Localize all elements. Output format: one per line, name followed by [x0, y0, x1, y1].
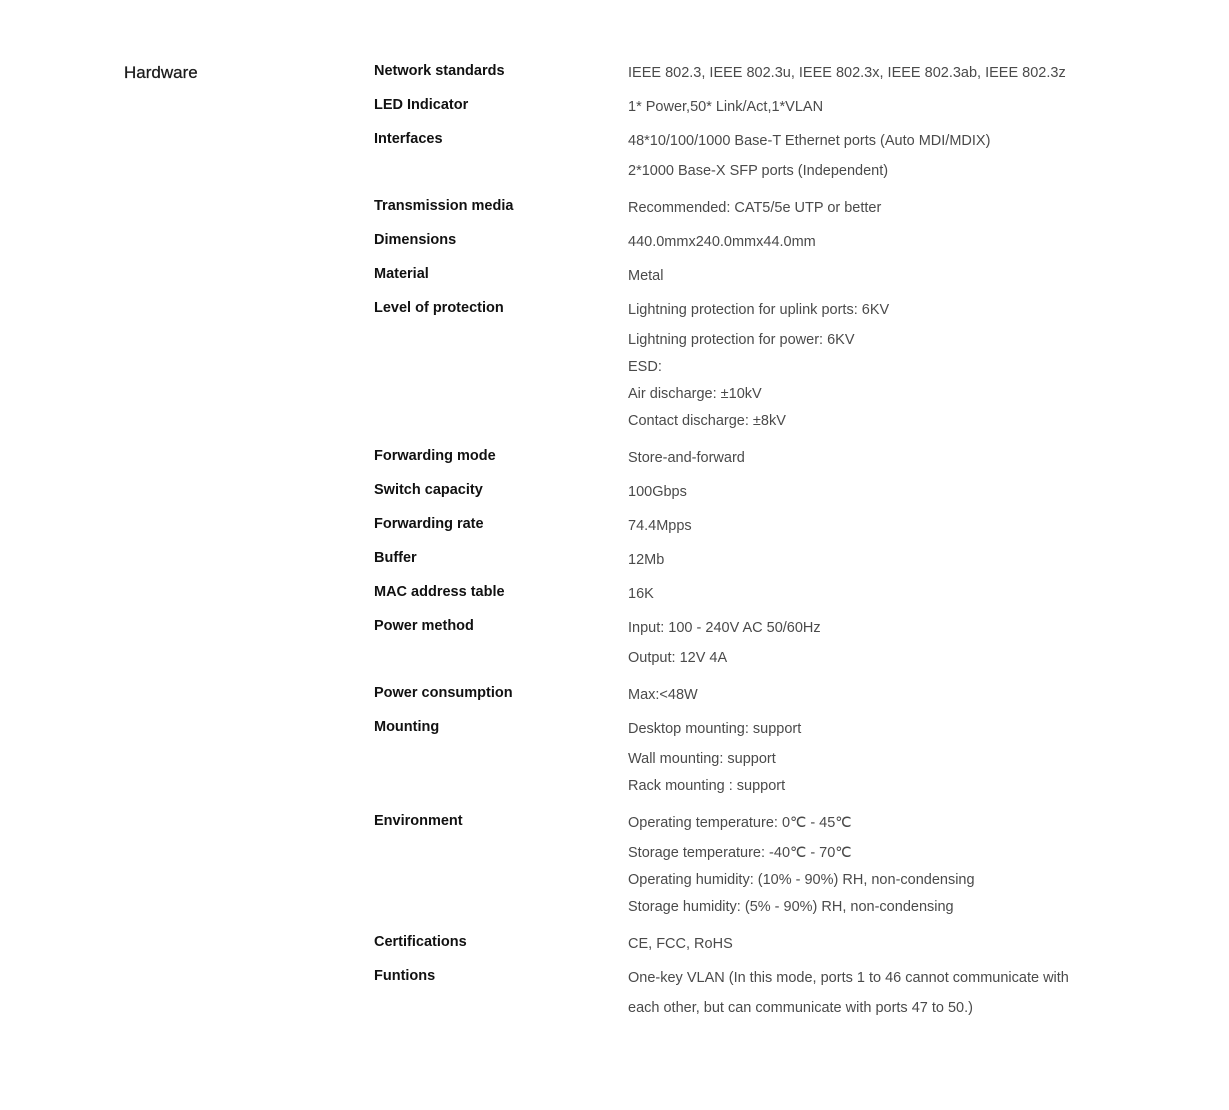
spec-values: [628, 719, 1114, 800]
spec-label: Forwarding mode: [374, 448, 496, 464]
spec-value: Recommended: CAT5/5e UTP or better: [628, 200, 882, 216]
spec-label: MAC address table: [374, 584, 505, 600]
spec-row: [374, 263, 1114, 287]
spec-values: [628, 482, 1114, 503]
spec-label: Funtions: [374, 968, 436, 984]
spec-value: Storage humidity: (5% - 90%) RH, non-condensing: [628, 899, 954, 915]
spec-row: [374, 716, 1114, 800]
spec-value: Storage temperature: -40℃ - 70℃: [628, 845, 852, 861]
spec-label: Power method: [374, 618, 474, 634]
spec-value: Wall mounting: support: [628, 751, 776, 767]
spec-value: Lightning protection for uplink ports: 6KV: [628, 302, 890, 318]
spec-value: Air discharge: ±10kV: [628, 386, 762, 402]
spec-row: [374, 810, 1114, 921]
spec-value: 1* Power,50* Link/Act,1*VLAN: [628, 99, 824, 115]
spec-value: 48*10/100/1000 Base-T Ethernet ports (Auto MDI/MDIX): [628, 133, 991, 149]
spec-values: [628, 813, 1114, 921]
spec-row: [374, 682, 1114, 706]
spec-value: Max:<48W: [628, 687, 698, 703]
spec-value: One-key VLAN (In this mode, ports 1 to 46 cannot communicate with: [628, 970, 1069, 986]
spec-value: CE, FCC, RoHS: [628, 936, 733, 952]
spec-values: [628, 550, 1114, 571]
spec-row: [374, 445, 1114, 469]
spec-row: [374, 479, 1114, 503]
spec-value: Operating humidity: (10% - 90%) RH, non-condensing: [628, 872, 975, 888]
spec-label: Power consumption: [374, 685, 513, 701]
spec-value: 100Gbps: [628, 484, 687, 500]
spec-value: Contact discharge: ±8kV: [628, 413, 786, 429]
spec-values: [628, 448, 1114, 469]
spec-values: [628, 516, 1114, 537]
spec-label: Buffer: [374, 550, 417, 566]
spec-label: Forwarding rate: [374, 516, 484, 532]
spec-values: [628, 300, 1114, 435]
spec-row: [374, 513, 1114, 537]
spec-table: [374, 60, 1114, 1032]
spec-label: Switch capacity: [374, 482, 483, 498]
spec-value: 16K: [628, 586, 654, 602]
spec-values: [628, 131, 1114, 185]
spec-value: Output: 12V 4A: [628, 650, 728, 666]
spec-values: [628, 934, 1114, 955]
spec-values: [628, 198, 1114, 219]
spec-row: [374, 615, 1114, 672]
spec-value: Input: 100 - 240V AC 50/60Hz: [628, 620, 821, 636]
spec-row: [374, 931, 1114, 955]
spec-values: [628, 266, 1114, 287]
spec-row: [374, 128, 1114, 185]
spec-values: [628, 97, 1114, 118]
spec-value: ESD:: [628, 359, 662, 375]
section-title: Hardware: [124, 63, 198, 82]
spec-value: Metal: [628, 268, 664, 284]
spec-label: Level of protection: [374, 300, 504, 316]
spec-value: 440.0mmx240.0mmx44.0mm: [628, 234, 816, 250]
spec-value: Rack mounting : support: [628, 778, 786, 794]
spec-label: Interfaces: [374, 131, 443, 147]
spec-value: IEEE 802.3, IEEE 802.3u, IEEE 802.3x, IEEE 802.3ab, IEEE 802.3z: [628, 65, 1066, 81]
spec-row: [374, 547, 1114, 571]
spec-label: Transmission media: [374, 198, 514, 214]
spec-value: Lightning protection for power: 6KV: [628, 332, 855, 348]
spec-values: [628, 618, 1114, 672]
spec-value: 2*1000 Base-X SFP ports (Independent): [628, 163, 889, 179]
spec-value: Operating temperature: 0℃ - 45℃: [628, 815, 852, 831]
spec-row: [374, 229, 1114, 253]
spec-values: [628, 584, 1114, 605]
spec-row: [374, 297, 1114, 435]
spec-values: [628, 685, 1114, 706]
spec-value: 12Mb: [628, 552, 665, 568]
spec-label: Certifications: [374, 934, 467, 950]
spec-row: [374, 581, 1114, 605]
spec-label: Network standards: [374, 63, 505, 79]
spec-row: [374, 60, 1114, 84]
spec-values: [628, 63, 1114, 84]
spec-label: Mounting: [374, 719, 440, 735]
spec-value: each other, but can communicate with ports 47 to 50.): [628, 1000, 973, 1016]
spec-label: LED Indicator: [374, 97, 469, 113]
spec-value: Desktop mounting: support: [628, 721, 802, 737]
spec-values: [628, 232, 1114, 253]
spec-label: Environment: [374, 813, 463, 829]
spec-row: [374, 195, 1114, 219]
spec-row: [374, 94, 1114, 118]
spec-label: Material: [374, 266, 429, 282]
spec-label: Dimensions: [374, 232, 457, 248]
spec-value: 74.4Mpps: [628, 518, 692, 534]
spec-row: [374, 965, 1114, 1022]
spec-values: [628, 968, 1114, 1022]
spec-value: Store-and-forward: [628, 450, 745, 466]
